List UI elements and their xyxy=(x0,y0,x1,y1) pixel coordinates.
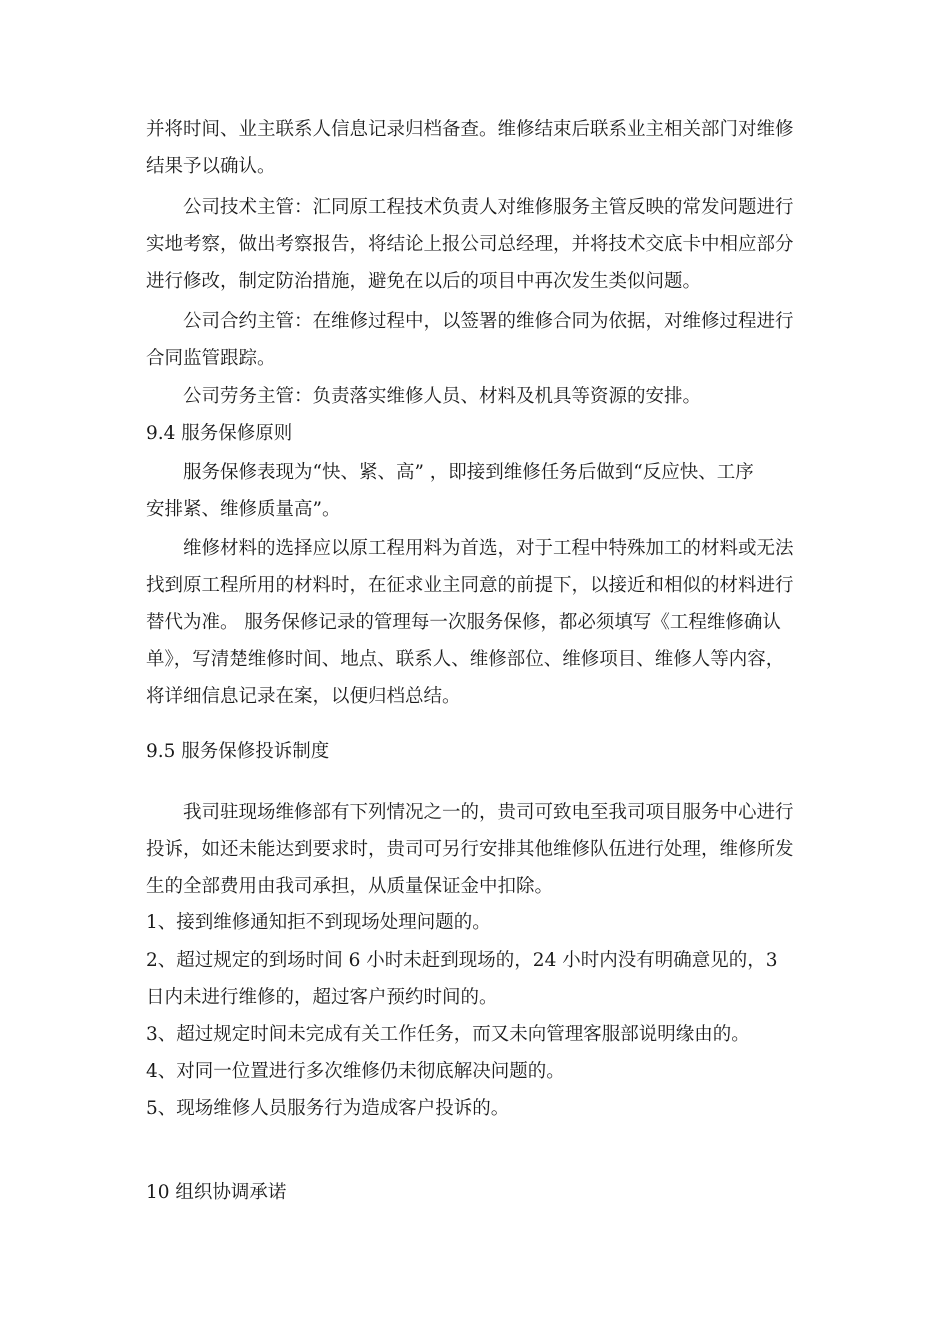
paragraph-line: 实地考察，做出考察报告，将结论上报公司总经理，并将技术交底卡中相应部分 xyxy=(146,234,794,255)
paragraph-line: 单》，写清楚维修时间、地点、联系人、维修部位、维修项目、维修人等内容， xyxy=(146,649,785,670)
list-item: 4、对同一位置进行多次维修仍未彻底解决问题的。 xyxy=(146,1061,565,1082)
paragraph-line: 维修材料的选择应以原工程用料为首选，对于工程中特殊加工的材料或无法 xyxy=(183,538,794,559)
paragraph-line: 结果予以确认。 xyxy=(146,156,276,177)
paragraph-line: 我司驻现场维修部有下列情况之一的，贵司可致电至我司项目服务中心进行 xyxy=(183,802,794,823)
list-item: 日内未进行维修的，超过客户预约时间的。 xyxy=(146,987,498,1008)
list-item: 1、接到维修通知拒不到现场处理问题的。 xyxy=(146,912,491,933)
paragraph-line: 服务保修表现为“快、紧、高” ，即接到维修任务后做到“反应快、工序 xyxy=(183,462,754,483)
list-item: 2、超过规定的到场时间 6 小时未赶到现场的，24 小时内没有明确意见的，3 xyxy=(146,950,778,971)
paragraph-line: 找到原工程所用的材料时，在征求业主同意的前提下，以接近和相似的材料进行 xyxy=(146,575,794,596)
list-item: 3、超过规定时间未完成有关工作任务，而又未向管理客服部说明缘由的。 xyxy=(146,1024,750,1045)
paragraph-line: 公司技术主管：汇同原工程技术负责人对维修服务主管反映的常发问题进行 xyxy=(183,197,794,218)
list-item: 5、现场维修人员服务行为造成客户投诉的。 xyxy=(146,1098,510,1119)
section-heading: 9.4 服务保修原则 xyxy=(146,423,293,444)
paragraph-line: 投诉，如还未能达到要求时，贵司可另行安排其他维修队伍进行处理，维修所发 xyxy=(146,839,794,860)
section-heading: 10 组织协调承诺 xyxy=(146,1182,287,1203)
paragraph-line: 进行修改，制定防治措施，避免在以后的项目中再次发生类似问题。 xyxy=(146,271,702,292)
section-heading: 9.5 服务保修投诉制度 xyxy=(146,741,330,762)
paragraph-line: 公司劳务主管：负责落实维修人员、材料及机具等资源的安排。 xyxy=(183,386,702,407)
paragraph-line: 公司合约主管：在维修过程中，以签署的维修合同为依据，对维修过程进行 xyxy=(183,311,794,332)
paragraph-line: 将详细信息记录在案，以便归档总结。 xyxy=(146,686,461,707)
paragraph-line: 并将时间、业主联系人信息记录归档备查。维修结束后联系业主相关部门对维修 xyxy=(146,119,794,140)
paragraph-line: 安排紧、维修质量高”。 xyxy=(146,499,341,520)
paragraph-line: 替代为准。 服务保修记录的管理每一次服务保修，都必须填写《工程维修确认 xyxy=(146,612,781,633)
paragraph-line: 生的全部费用由我司承担，从质量保证金中扣除。 xyxy=(146,876,554,897)
paragraph-line: 合同监管跟踪。 xyxy=(146,348,276,369)
